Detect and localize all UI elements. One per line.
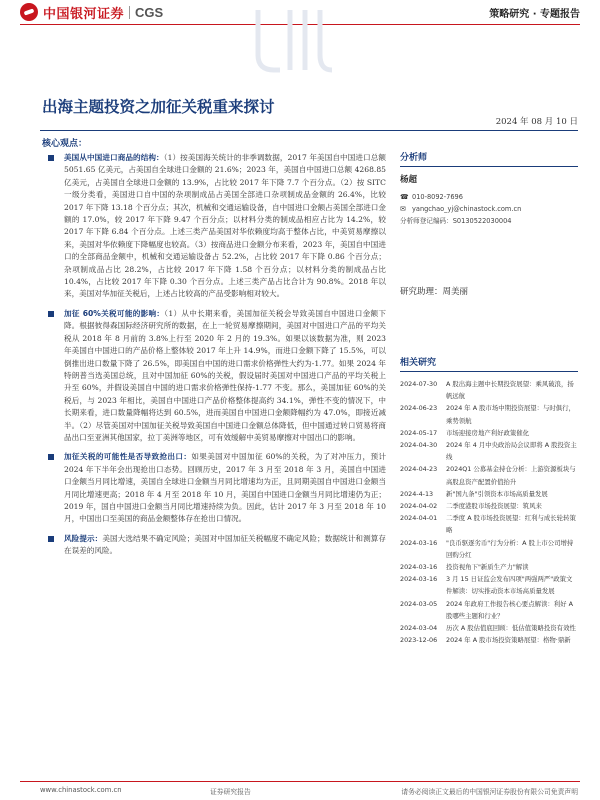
analyst-license: 分析师登记编码：S0130522030004 <box>400 217 512 225</box>
analyst-email[interactable] <box>400 203 578 215</box>
main-content <box>46 152 386 565</box>
footer-label: 证券研究报告 <box>210 788 251 796</box>
phone-number: 010-8092-7696 <box>412 193 463 201</box>
paragraph-text: （1）从中长期来看，美国加征关税会导致美国自中国进口金额下降。根据彼得森国际经济研究所的数据，在上一轮贸易摩擦期间，美国对中国进口产品的平均关税从 2018 年 8 月前的 3.8%上行至 2020 年 2 月的 19.3%。如果以该数据为准，则 2023 年美国自中国进口的产品价格上整体较 2017 年上升 14.9%，而进口金额下降了 15.5%，可以倒推出进口数量下降了 26.5%，即美国自中国的进口需求价格弹性大约为-1.77。如果 2024 年特朗普当选美国总统，且对中国加征 60%的关税，假设届时美国对中国进口产品的平均关税上升至 60%，并假设美国自中国的进口需求价格弹性保持-1.77 不变。那么，美国加征 60%的关税后，与 2023 年相比，美国自中国进口产品价格整体提高约 34.1%，弹性不变的情况下，中长期来看，进口数量降幅将达到 60.5%，进而美国自中国进口金额降幅约为 47.0%，即接近减半。（2）尽管美国对中国加征关税导致美国自中国进口金额总体降低，但中国通过转口贸易将商品出口至亚洲其他国家，拉丁美洲等地区，可有效缓解中美贸易摩擦对中国出口的影响。 <box>64 308 386 442</box>
related-date: 2024-06-23 <box>400 404 438 413</box>
watermark-graphic <box>250 0 340 80</box>
footer-website[interactable]: www.chinastock.com.cn <box>40 786 122 794</box>
paragraph-impact <box>46 308 386 444</box>
related-title[interactable]: 市场迎接房地产利好政策催化 <box>446 428 530 437</box>
related-research-heading: 相关研究 <box>400 355 578 372</box>
related-date: 2024-07-30 <box>400 380 438 388</box>
brand-name-cn: 中国银河证券 <box>43 6 125 22</box>
square-bullet-icon <box>48 454 54 460</box>
related-date: 2024-04-01 <box>400 514 438 523</box>
related-date: 2024-03-05 <box>400 599 438 608</box>
email-address[interactable]: yangchao_yj@chinastock.com.cn <box>412 205 522 213</box>
paragraph-lead: 风险提示： <box>64 533 103 543</box>
brand-logo <box>20 2 163 22</box>
paragraph-risk <box>46 533 386 558</box>
related-title[interactable]: "良币驱逐劣币"行为分析：A 股上市公司增持回购分红 <box>446 538 574 559</box>
related-date: 2024-04-23 <box>400 465 438 474</box>
related-item[interactable] <box>400 622 578 634</box>
analyst-phone <box>400 191 578 203</box>
brand-divider <box>129 6 130 19</box>
analyst-name: 杨超 <box>400 175 418 185</box>
related-title[interactable]: 新"国九条"引领资本市场高质量发展 <box>446 489 548 498</box>
paragraph-lead: 加征 60%关税可能的影响： <box>64 308 165 318</box>
related-title[interactable]: 2024 年 A 股市场投资策略展望：格物·鼎新 <box>446 636 571 645</box>
related-date: 2023-12-06 <box>400 636 438 645</box>
related-date: 2024-03-16 <box>400 563 438 572</box>
paragraph-text: 美国大选结果不确定风险；美国对中国加征关税幅度不确定风险；数据统计和测算存在误差的风险。 <box>64 533 386 556</box>
square-bullet-icon <box>48 155 54 161</box>
sidebar <box>400 150 578 646</box>
page-title: 出海主题投资之加征关税重来探讨 <box>42 98 275 116</box>
related-title[interactable]: 3 月 15 日证监会发布四项"两强两严"政策文件解读：切实推动资本市场高质量发展 <box>446 575 573 596</box>
brand-name-en: CGS <box>135 4 164 20</box>
related-item[interactable] <box>400 402 578 426</box>
related-item[interactable] <box>400 463 578 487</box>
brand-logo-icon <box>20 3 38 21</box>
footer-divider <box>20 781 580 782</box>
paragraph-front-loading <box>46 451 386 525</box>
related-title[interactable]: 二季度港股市场投资展望：筑风来 <box>446 502 542 511</box>
report-type: 策略研究 · 专题报告 <box>489 9 580 20</box>
report-date: 2024 年 08 月 10 日 <box>495 117 578 127</box>
related-item[interactable] <box>400 427 578 439</box>
related-item[interactable] <box>400 378 578 402</box>
related-item[interactable] <box>400 439 578 463</box>
related-title[interactable]: 2024 年 A 股市场中期投资展望：与时俱行，乘势领航 <box>446 404 575 425</box>
phone-icon: ☎ <box>400 193 409 201</box>
analyst-heading: 分析师 <box>400 150 578 167</box>
related-item[interactable] <box>400 537 578 561</box>
related-date: 2024-04-30 <box>400 441 438 450</box>
related-research-list <box>400 378 578 646</box>
related-item[interactable] <box>400 561 578 573</box>
related-title[interactable]: 二季度 A 股市场投资展望：红利与成长轮转策略 <box>446 514 576 535</box>
related-item[interactable] <box>400 634 578 646</box>
related-date: 2024-03-16 <box>400 575 438 584</box>
paragraph-structure <box>46 152 386 301</box>
paragraph-lead: 加征关税的可能性是否导致抢出口： <box>64 452 192 462</box>
title-divider <box>40 130 578 131</box>
related-date: 2024-05-17 <box>400 428 438 437</box>
paragraph-text: 如果美国对中国加征 60%的关税，为了对冲压力，预计 2024 年下半年会出现抢出口态势。回顾历史，2017 年 3 月至 2018 年 3 月，美国自中国进口金额当月同比增速，美国自全球进口金额当月同比增速均为正，且同期美国自中国进口金额当月同比增速更高；2018 年 4 月至 2018 年 10 月，美国自中国进口金额当月同比增速仍为正；2019 年，国自中国进口金额当月同比增速持续为负。因此，估计 2017 年 3 月至 2018 年 10 月，中国出口至美国的商品金额整体存在抢出口情况。 <box>64 452 387 524</box>
related-title[interactable]: 2024Q1 公募基金持仓分析：上游资源板块与高股息资产配置价值抬升 <box>446 465 576 486</box>
related-item[interactable] <box>400 512 578 536</box>
related-date: 2024-4-13 <box>400 489 434 498</box>
related-date: 2024-04-02 <box>400 502 438 511</box>
related-title[interactable]: A 股出海主题中长期投资展望：乘风破浪，扬帆远航 <box>446 380 574 401</box>
related-title[interactable]: 投资视角下"新质生产力"解读 <box>446 563 529 572</box>
related-title[interactable]: 2024 年政府工作报告核心要点解读：利好 A 股哪些主题和行业？ <box>446 599 573 620</box>
related-item[interactable] <box>400 598 578 622</box>
research-assistant: 研究助理：周美丽 <box>400 287 469 297</box>
related-date: 2024-03-04 <box>400 624 438 633</box>
related-title[interactable]: 2024 年 4 月中央政治局会议即将 A 股投资主线 <box>446 441 577 462</box>
related-item[interactable] <box>400 500 578 512</box>
related-item[interactable] <box>400 488 578 500</box>
core-views-label: 核心观点： <box>42 139 88 149</box>
square-bullet-icon <box>48 311 54 317</box>
square-bullet-icon <box>48 536 54 542</box>
paragraph-lead: 美国从中国进口商品的结构： <box>64 153 164 162</box>
related-title[interactable]: 历次 A 股估值底回顾：低估值策略投资有效性 <box>446 624 576 633</box>
paragraph-text: （1）按美国海关统计的非季调数据，2017 年美国自中国进口总额 5051.65 亿美元，占美国自全球进口金额的 21.6%；2023 年，美国自中国进口总额 4268.85 亿美元，占美国自全球进口金额的 13.9%，占比较 2017 年下降 7.7 个百分点。（2）按 SITC 一级分类看，美国进口自中国的杂项制成品占美国全部进口杂项制成品金额的 26.4%，比较 2017 年下降 13.18 个百分点；其次，机械和交通运输设备，自中国进口金额占美国全部进口金额的 17.0%，较 2017 年下降 9.47 个百分点；以材料分类的制成品相应占比为 14.2%，较 2017 年下降 6.84 个百分点。上述三类产品美国对华依赖度均高于整体占比，中美贸易摩擦以来，美国对华依赖度下降幅度也较高。（3）按商品进口金额分布来看，2023 年，美国自中国进口的全部商品金额中，机械和交通运输设备占 52.2%，占比较 2017 年下降 0.86 个百分点；杂项制成品占比 28.2%，占比较 2017 年下降 1.58 个百分点；以材料分类的制成品占比 10.4%，占比较 2017 年下降 0.30 个百分点。上述三类产品占比合计为 90.8%。2018 年以来，美国对华加征关税后，上述占比较高的产品受影响相对较大。 <box>64 153 386 299</box>
email-icon: ✉ <box>400 205 406 213</box>
related-date: 2024-03-16 <box>400 538 438 547</box>
footer-disclaimer: 请务必阅读正文最后的中国银河证券股份有限公司免责声明 <box>401 788 578 796</box>
related-item[interactable] <box>400 573 578 597</box>
